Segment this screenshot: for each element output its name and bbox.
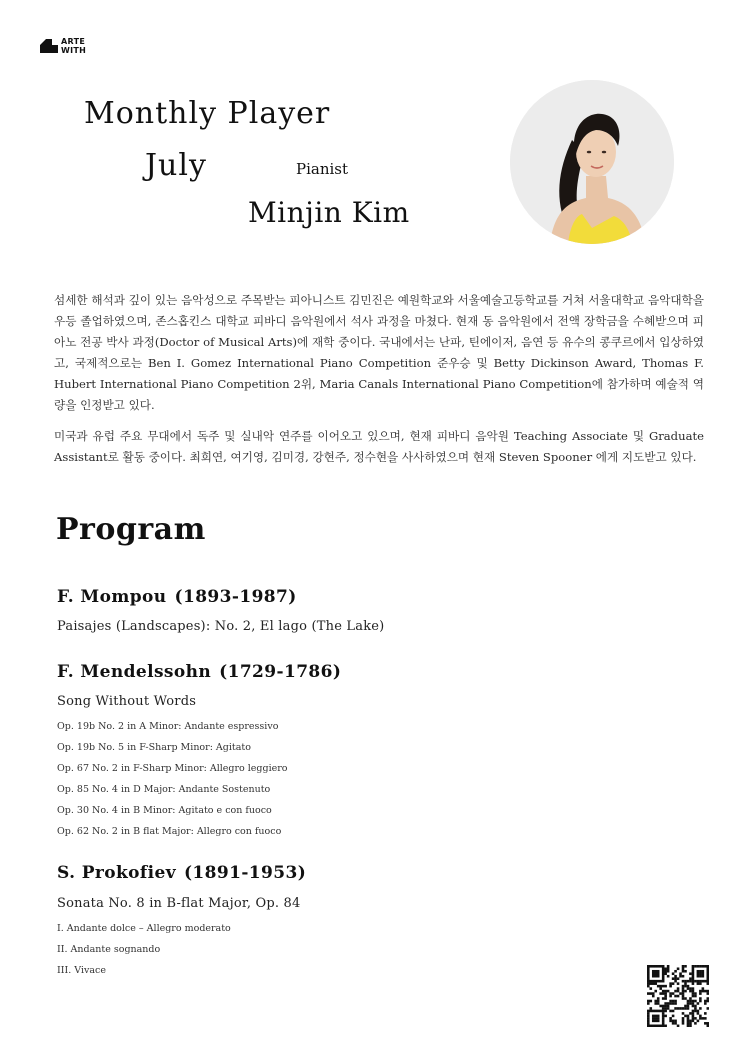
arte-with-logo: [40, 36, 100, 58]
qr-code-icon[interactable]: [647, 965, 709, 1027]
logo-line-1: ARTE: [61, 37, 86, 46]
movement-item: Op. 85 No. 4 in D Major: Andante Sostenuto: [57, 784, 271, 795]
portrait-illustration: [510, 80, 674, 244]
bio-paragraph-2: 미국과 유럽 주요 무대에서 독주 및 실내악 연주를 이어오고 있으며, 현재 피바디 음악원 Teaching Associate 및 Graduate Assistant로 활동 중이다. 최희연, 여기영, 김미경, 강현주, 정수현을 사사하였으며 현재 Steven Spooner 에게 지도받고 있다.: [54, 429, 704, 464]
composer-years: (1891-1953): [183, 863, 307, 883]
composer-years: (1893-1987): [174, 587, 297, 607]
composer-heading: [57, 863, 306, 883]
movement-item: I. Andante dolce – Allegro moderato: [57, 923, 231, 934]
bio-paragraph-1: 섬세한 해석과 깊이 있는 음악성으로 주목받는 피아니스트 김민진은 예원학교와 서울예술고등학교를 거쳐 서울대학교 음악대학을 우등 졸업하였으며, 존스홉킨스 대학교 피바디 음악원에서 석사 과정을 마쳤다. 현재 동 음악원에서 전액 장학금을 수혜받으며 피아노 전공 박사 과정(Doctor of Musical Arts)에 재학 중이다. 국내에서는 난파, 틴에이저, 음연 등 유수의 콩쿠르에서 입상하였고, 국제적으로는 Ben I. Gomez International Piano Competition 준우승 및 Betty Dickinson Award, Thomas F. Hubert International Piano Competition 2위, Maria Canals International Piano Competition에 참가하며 예술적 역량을 인정받고 있다.: [54, 293, 704, 412]
movement-item: Op. 19b No. 5 in F-Sharp Minor: Agitato: [57, 742, 251, 753]
composer-name: S. Prokofiev: [57, 863, 176, 883]
movement-item: II. Andante sognando: [57, 944, 161, 955]
program-heading: Program: [56, 512, 206, 547]
month-label: July: [145, 148, 207, 183]
composer-years: (1729-1786): [219, 662, 342, 682]
movement-item: III. Vivace: [57, 965, 107, 976]
role-label: Pianist: [296, 160, 349, 178]
logo-line-2: WITH: [61, 46, 87, 55]
composer-heading: [57, 662, 341, 682]
movement-item: Op. 19b No. 2 in A Minor: Andante espressivo: [57, 721, 279, 732]
composer-name: F. Mendelssohn: [57, 662, 212, 682]
logo-text: [61, 37, 86, 55]
work-title: Sonata No. 8 in B-flat Major, Op. 84: [57, 896, 301, 911]
page-title: Monthly Player: [84, 96, 331, 131]
performer-name: Minjin Kim: [248, 196, 410, 229]
composer-heading: [57, 587, 297, 607]
performer-portrait: [510, 80, 674, 244]
movement-item: Op. 30 No. 4 in B Minor: Agitato e con fuoco: [57, 805, 272, 816]
arte-with-logo-icon: [40, 39, 58, 53]
movement-item: Op. 62 No. 2 in B flat Major: Allegro con fuoco: [57, 826, 282, 837]
movement-item: Op. 67 No. 2 in F-Sharp Minor: Allegro leggiero: [57, 763, 288, 774]
work-title: Paisajes (Landscapes): No. 2, El lago (The Lake): [57, 619, 385, 634]
composer-name: F. Mompou: [57, 587, 167, 607]
work-title: Song Without Words: [57, 694, 197, 709]
